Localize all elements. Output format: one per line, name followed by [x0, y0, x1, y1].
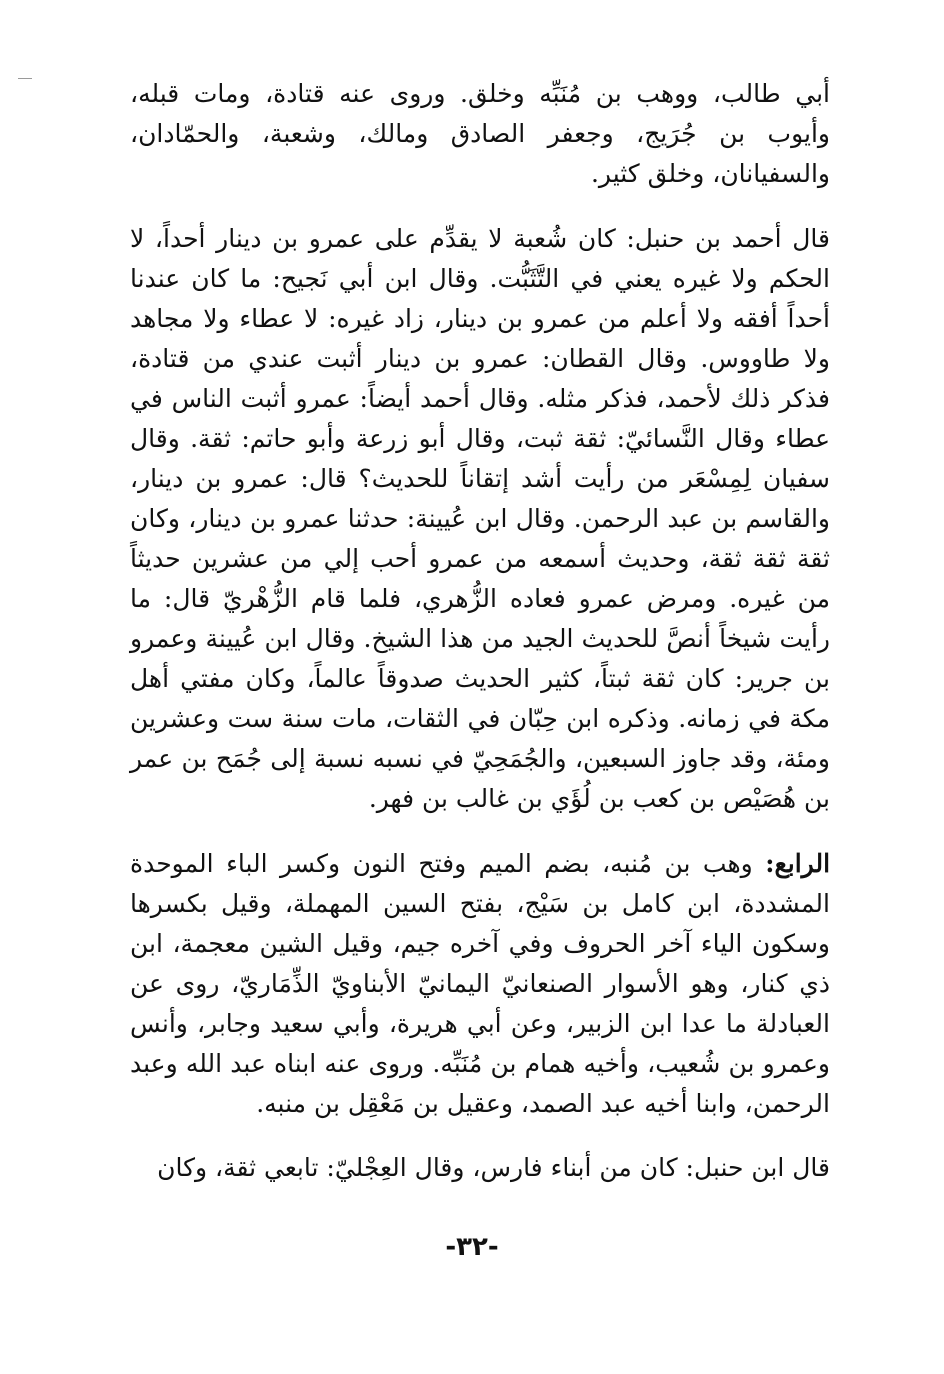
paragraph-2-text: قال أحمد بن حنبل: كان شُعبة لا يقدِّم على عمرو بن دينار أحداً، لا الحكم ولا غيره يعني في التَّثَبُّت. وقال ابن أبي نَجيح: ما كان عندنا أحداً أفقه ولا أعلم من عمرو بن دينار، زاد غيره: لا عطاء ولا مجاهد ولا طاووس. وقال القطان: عمرو بن دينار أثبت عندي من قتادة، فذكر ذلك لأحمد، فذكر مثله. وقال أحمد أيضاً: عمرو أثبت الناس في عطاء وقال النَّسائيّ: ثقة ثبت، وقال أبو زرعة وأبو حاتم: ثقة. وقال سفيان لِمِسْعَر من رأيت أشد إتقاناً للحديث؟ قال: عمرو بن دينار، والقاسم بن عبد الرحمن. وقال ابن عُيينة: حدثنا عمرو بن دينار، وكان ثقة ثقة ثقة، وحديث أسمعه من عمرو أحب إلي من عشرين حديثاً من غيره. ومرض عمرو فعاده الزُّهري، فلما قام الزُّهْريّ قال: ما رأيت شيخاً أنصَّ للحديث الجيد من هذا الشيخ. وقال ابن عُيينة وعمرو بن جرير: كان ثقة ثبتاً، كثير الحديث صدوقاً عالماً، وكان مفتي أهل مكة في زمانه. وذكره ابن حِبّان في الثقات، مات سنة ست وعشرين ومئة، وقد جاوز السبعين، والجُمَحِيّ في نسبه نسبة إلى جُمَح بن عمر بن هُصَيْص بن كعب بن لُؤَي بن غالب بن فهر. — [130, 224, 830, 813]
paragraph-4-text: قال ابن حنبل: كان من أبناء فارس، وقال العِجْليّ: تابعي ثقة، وكان — [157, 1153, 830, 1182]
paragraph-1-text: أبي طالب، ووهب بن مُنَبِّه وخلق. وروى عنه قتادة، ومات قبله، وأيوب بن جُرَيج، وجعفر الصادق ومالك، وشعبة، والحمّادان، والسفيانان، وخلق كثير. — [130, 79, 830, 188]
paragraph-3-text: وهب بن مُنبه، بضم الميم وفتح النون وكسر الباء الموحدة المشددة، ابن كامل بن سَيْج، بفتح السين المهملة، وقيل بكسرها وسكون الياء آخر الحروف وفي آخره جيم، وقيل الشين معجمة، ابن ذي كنار، وهو الأسوار الصنعانيّ اليمانيّ الأبناويّ الذِّمَاريّ، روى عن العبادلة ما عدا ابن الزبير، وعن أبي هريرة، وأبي سعيد وجابر، وأنس وعمرو بن شُعيب، وأخيه همام بن مُنَبِّه. وروى عنه ابناه عبد الله وعبد الرحمن، وابنا أخيه عبد الصمد، وعقيل بن مَعْقِل بن منبه. — [130, 849, 830, 1118]
paragraph-1 — [130, 74, 830, 194]
page-body — [130, 74, 830, 1188]
paragraph-2 — [130, 219, 830, 819]
page-number: -٣٢- — [445, 1232, 499, 1262]
paragraph-3 — [130, 844, 830, 1124]
scan-margin-mark — [18, 78, 32, 79]
paragraph-3-lead: الرابع: — [765, 849, 831, 878]
paragraph-4 — [130, 1148, 830, 1188]
